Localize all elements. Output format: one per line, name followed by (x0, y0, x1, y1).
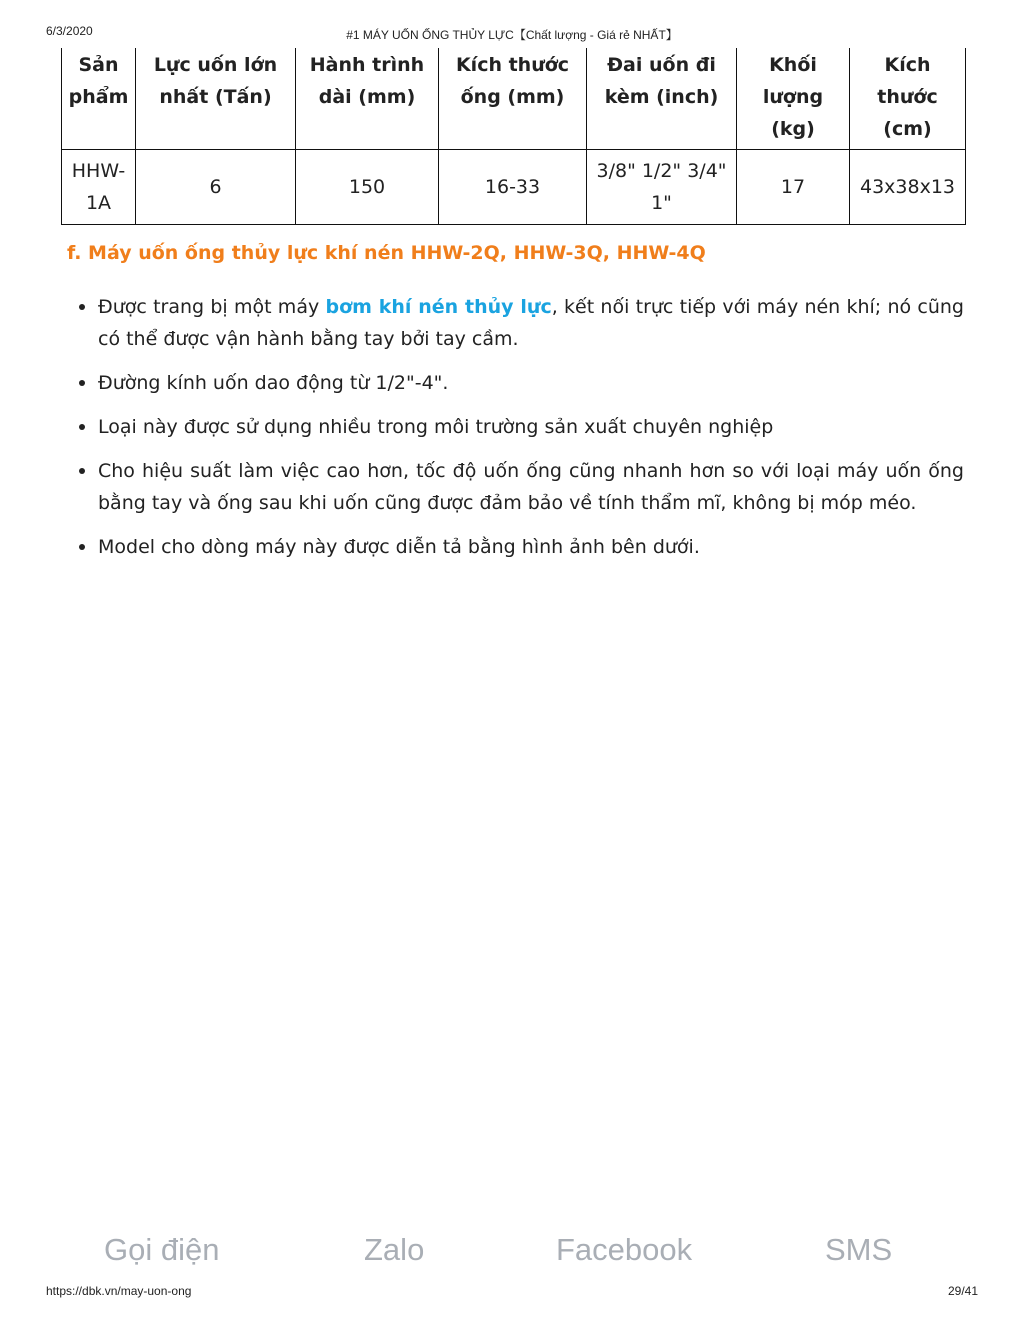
bullet-icon (79, 544, 85, 550)
contact-bar (46, 1232, 976, 1276)
cell-pipe-size: 16-33 (439, 150, 587, 225)
page-url: https://dbk.vn/may-uon-ong (46, 1284, 192, 1298)
print-date: 6/3/2020 (46, 24, 93, 38)
table-header-row (62, 48, 966, 150)
list-item (66, 455, 964, 519)
bullet-icon (79, 468, 85, 474)
table-row (62, 150, 966, 225)
specs-table (61, 48, 966, 225)
zalo-button[interactable]: Zalo (364, 1232, 425, 1267)
list-item-text: Cho hiệu suất làm việc cao hơn, tốc độ uốn ống cũng nhanh hơn so với loại máy uốn ống bằng tay và ống sau khi uốn cũng được đảm bảo về tính thẩm mĩ, không bị móp méo. (98, 460, 964, 514)
list-item (66, 367, 964, 399)
list-item-text: Loại này được sử dụng nhiều trong môi trường sản xuất chuyên nghiệp (98, 416, 774, 438)
list-item (66, 531, 964, 563)
bullet-icon (79, 380, 85, 386)
facebook-button[interactable]: Facebook (556, 1232, 693, 1267)
list-item-text: Model cho dòng máy này được diễn tả bằng hình ảnh bên dưới. (98, 536, 700, 558)
header-dimensions: Kích thước (cm) (850, 48, 966, 150)
header-dies: Đai uốn đi kèm (inch) (587, 48, 737, 150)
pump-link[interactable]: bơm khí nén thủy lực (325, 296, 552, 318)
list-item-text-after: , kết nối trực tiếp với máy nén khí; nó cũng có thể được vận hành bằng tay bởi tay cầm. (98, 296, 964, 350)
cell-stroke: 150 (296, 150, 439, 225)
list-item-text-before: Được trang bị một máy (98, 296, 326, 318)
print-page-title: #1 MÁY UỐN ỐNG THỦY LỰC【Chất lượng - Giá rẻ NHẤT】 (346, 28, 678, 42)
cell-product: HHW-1A (62, 150, 136, 225)
print-header (46, 24, 978, 42)
sms-button[interactable]: SMS (825, 1232, 893, 1267)
header-product: Sản phẩm (62, 48, 136, 150)
section-heading: f. Máy uốn ống thủy lực khí nén HHW-2Q, HHW-3Q, HHW-4Q (67, 242, 706, 264)
cell-weight: 17 (737, 150, 850, 225)
bullet-icon (79, 424, 85, 430)
header-pipe-size: Kích thước ống (mm) (439, 48, 587, 150)
cell-dimensions: 43x38x13 (850, 150, 966, 225)
list-item (66, 291, 964, 355)
list-item (66, 411, 964, 443)
page-number: 29/41 (947, 1284, 978, 1298)
cell-max-force: 6 (136, 150, 296, 225)
header-max-force: Lực uốn lớn nhất (Tấn) (136, 48, 296, 150)
header-weight: Khối lượng (kg) (737, 48, 850, 150)
cell-dies: 3/8" 1/2" 3/4" 1" (587, 150, 737, 225)
bullet-icon (79, 304, 85, 310)
feature-list (66, 291, 964, 575)
header-stroke: Hành trình dài (mm) (296, 48, 439, 150)
call-button[interactable]: Gọi điện (104, 1232, 220, 1267)
list-item-text: Đường kính uốn dao động từ 1/2"-4". (98, 372, 449, 394)
print-footer (46, 1284, 978, 1300)
